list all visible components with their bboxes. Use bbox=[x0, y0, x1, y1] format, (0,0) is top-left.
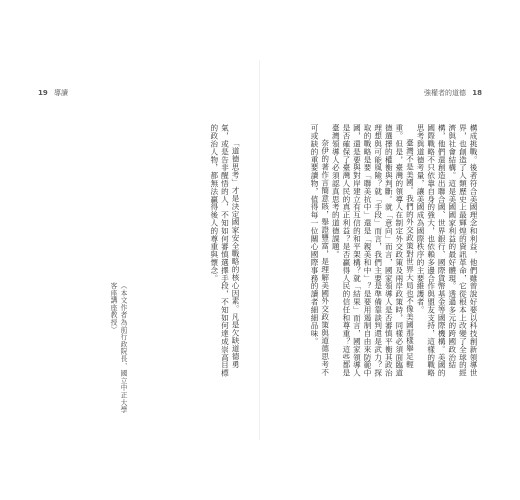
right-page-number: 18 bbox=[472, 89, 482, 97]
left-page-body bbox=[142, 124, 240, 384]
right-running-head: 強權者的道德 bbox=[424, 89, 467, 97]
left-page-number: 19 bbox=[38, 89, 48, 97]
right-page-body bbox=[265, 124, 478, 384]
left-page-header bbox=[34, 86, 68, 100]
body-paragraph: 「道德思考」才是決定國家安全戰略的核心因素。凡是欠缺道德勇氣，或是告非醒悟的人，不知如何審慎選擇手段，不知如何達成崇高目標的政治人物，都無法贏得後人的尊重與懷念。 bbox=[209, 124, 240, 377]
right-page-header bbox=[424, 86, 486, 100]
left-running-head: 導讀 bbox=[53, 89, 68, 97]
body-paragraph: 奈伊的著作言簡意賅，舉證豐富，是理解美國外交政策與道德思考不可或缺的重要讀物，值得每一位關心國際事務的讀者細細品味。 bbox=[310, 124, 330, 377]
author-source-note: （本文作者為前行政院長、國立中正大學客座講座教授） bbox=[109, 282, 127, 414]
body-paragraph: 構成挑戰。後者符合美國理念和利益，他們雖曾說好要以科技創新領導世界，也創造了人類歷史上最輝煌的資訊革命，它從根本上改變了全球的經濟與社會結構。這是美國國家利益的最好體現。透過多元的跨國政治結構，他們還創造出聯合國、世界銀行、國際貨幣基金等國際機構。美國的國際戰略不只依靠自身的強大，也依賴多邊合作與盟友支持，這樣的戰略思考與道德考量，讓美國成為國際秩序的主要維護者。 bbox=[416, 124, 478, 377]
body-paragraph: 臺灣不是美國。我們的外交政策對世界大局也不像美國那樣舉足輕重。但是，臺灣的領導人在制定外交政策及兩岸政策時，同樣必須面臨道德選擇的權衡與判斷。就「意向」而言，國家領導人是否審慎平衡其政治理想與可能風險？就「手段」而言，我們主要是準備靠談判還是武力？探取的戰略是要「聯美抗中」還是「親美和中」？是要用遏制自由來防範中國，還是要與對岸建立有互信的和平架構？就「結果」而言，國家領導人是否確保了臺灣人民的真正利益？是否贏得人民的信任和尊重？這些都是臺灣領導人必須認真思考的道德課題。 bbox=[331, 124, 415, 377]
page-gutter bbox=[259, 60, 260, 440]
